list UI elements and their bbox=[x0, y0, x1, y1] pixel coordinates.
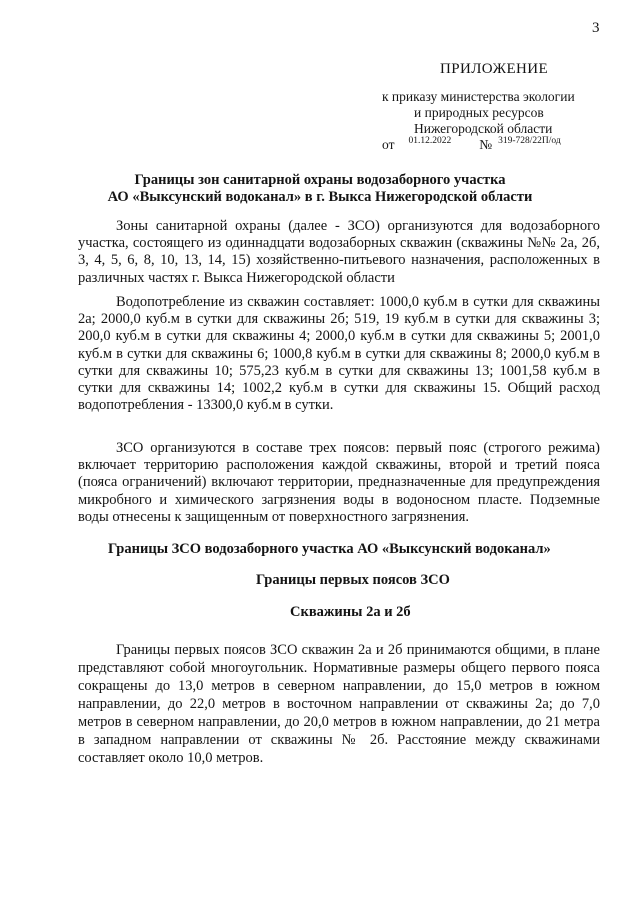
paragraph-first-belt: Границы первых поясов ЗСО скважин 2а и 2б принимаются общими, в плане представляют собой многоугольник. Нормативные размеры общего первого пояса сокращены до 13,0 метров в северном направлении, до 15,0 метров в южном направлении, до 22,0 метров в восточном направлении от скважины 2а; до 7,0 метров в северном направлении, до 20,0 метров в южном направлении, до 21 метра в западном направлении от скважины № 2б. Расстояние между скважинами составляет около 10,0 метров. bbox=[78, 642, 600, 766]
number-label: № bbox=[479, 137, 493, 152]
order-number: 319-728/22П/од bbox=[498, 136, 561, 146]
order-line-3: Нижегородской области bbox=[414, 121, 553, 136]
order-date-number-row bbox=[382, 137, 561, 153]
paragraph-water-consumption: Водопотребление из скважин составляет: 1000,0 куб.м в сутки для скважины 2а; 2000,0 куб.м в сутки для скважины 2б; 519, 19 куб.м в сутки для скважины 3; 200,0 куб.м в сутки для скважины 4; 2000,0 куб.м в сутки для скважины 5; 2001,0 куб.м в сутки для скважины 6; 1000,8 куб.м в сутки для скважины 8; 2000,0 куб.м в сутки для скважины 10; 575,23 куб.м в сутки для скважины 13; 1001,58 куб.м в сутки для скважины 14; 1002,2 куб.м в сутки для скважины 15. Общий расход водопотребления - 13300,0 куб.м в сутки. bbox=[78, 294, 600, 414]
wells-heading: Скважины 2а и 2б bbox=[290, 604, 411, 620]
appendix-heading: ПРИЛОЖЕНИЕ bbox=[440, 61, 549, 77]
subsection-heading: Границы первых поясов ЗСО bbox=[256, 572, 450, 588]
document-title-line-1: Границы зон санитарной охраны водозаборного участка bbox=[134, 172, 506, 188]
section-heading: Границы ЗСО водозаборного участка АО «Выксунский водоканал» bbox=[108, 541, 551, 557]
from-label: от bbox=[382, 137, 395, 152]
order-line-1: к приказу министерства экологии bbox=[382, 89, 575, 104]
order-line-2: и природных ресурсов bbox=[414, 105, 544, 120]
document-title-line-2: АО «Выксунский водоканал» в г. Выкса Нижегородской области bbox=[107, 189, 533, 205]
paragraph-intro: Зоны санитарной охраны (далее - ЗСО) организуются для водозаборного участка, состоящего из одиннадцати водозаборных скважин (скважины №№ 2а, 2б, 3, 4, 5, 6, 8, 10, 13, 14, 15) хозяйственно-питьевого назначения, расположенных в различных частях г. Выкса Нижегородской области bbox=[78, 218, 600, 286]
order-date: 01.12.2022 bbox=[408, 136, 452, 146]
paragraph-zones: ЗСО организуются в составе трех поясов: первый пояс (строгого режима) включает территорию расположения каждой скважины, второй и третий пояса (пояса ограничений) включают территории, предназначенные для предупреждения микробного и химического загрязнения воды в водоносном пласте. Подземные воды отнесены к защищенным от поверхностного загрязнения. bbox=[78, 440, 600, 525]
page-number: 3 bbox=[592, 20, 600, 36]
